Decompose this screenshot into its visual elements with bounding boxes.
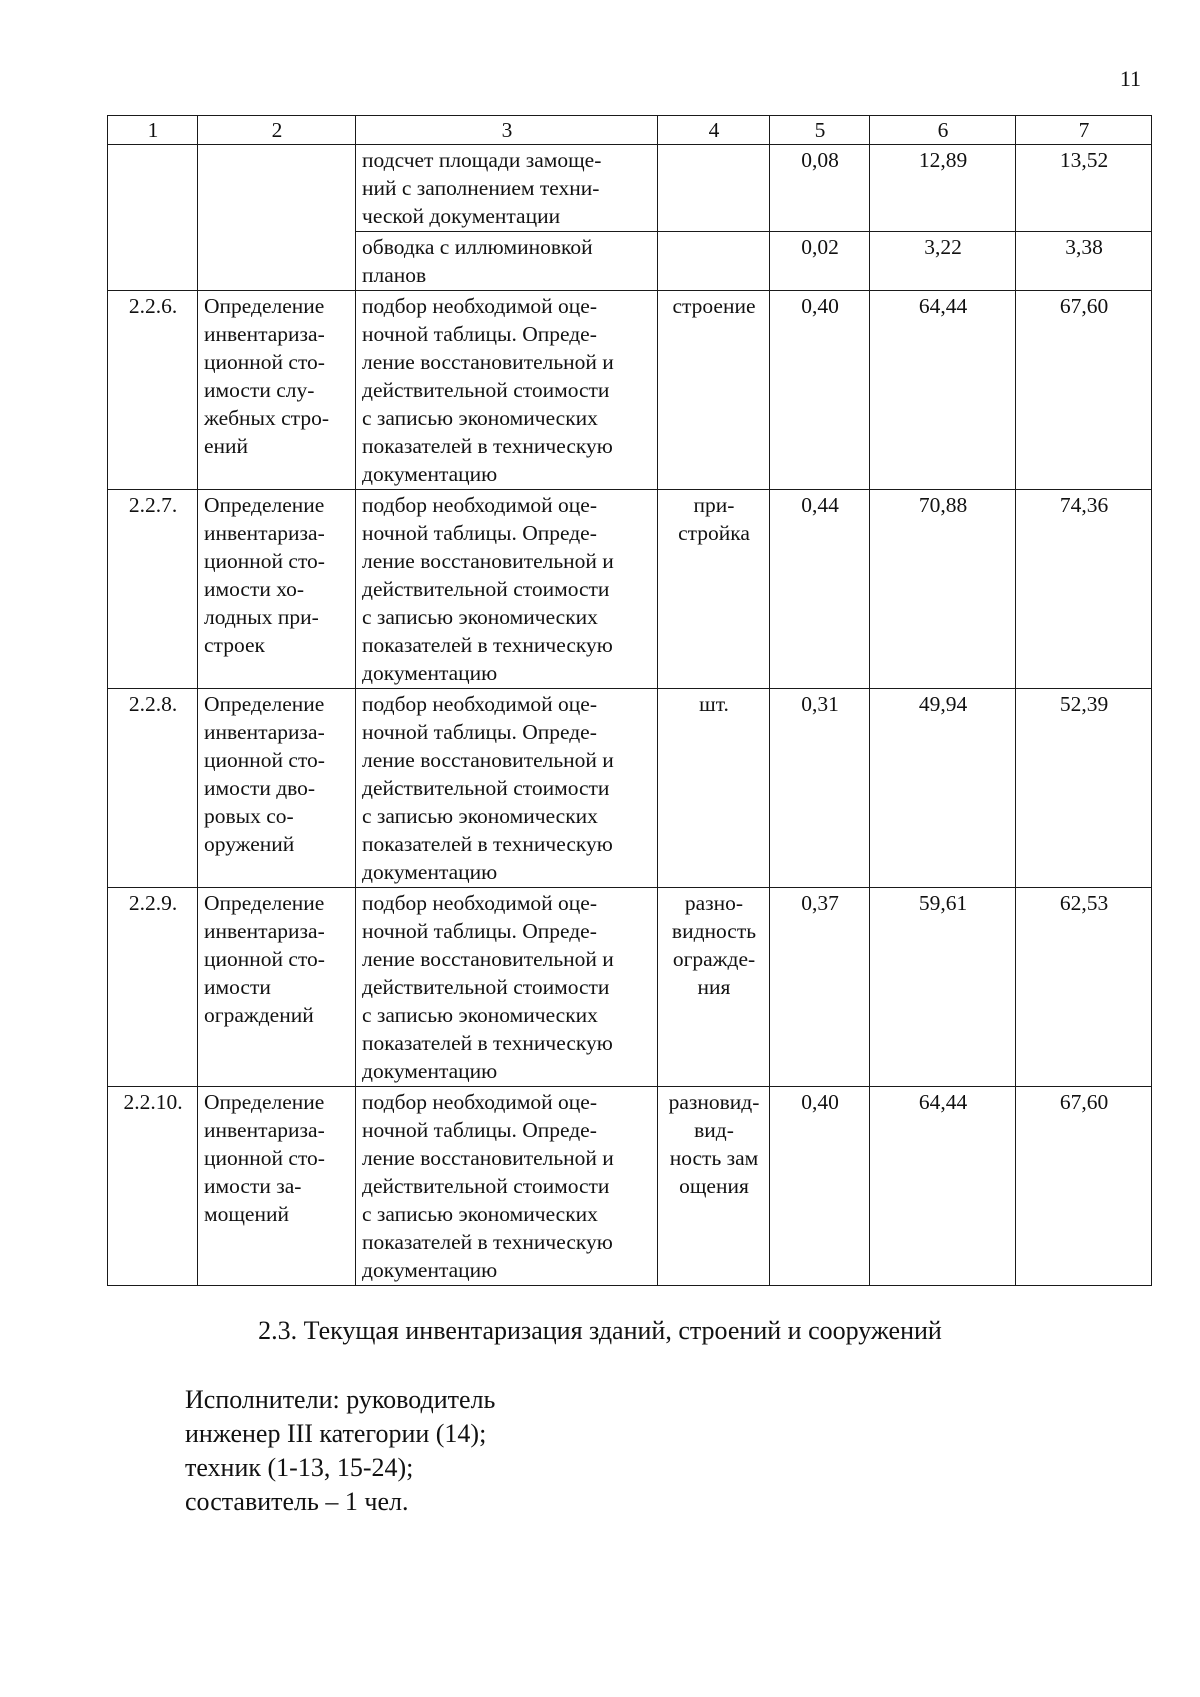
value-cell: 3,38 [1016, 232, 1152, 291]
num-cell: 2.2.8. [108, 689, 198, 888]
section-title: 2.3. Текущая инвентаризация зданий, строений и сооружений [258, 1316, 942, 1345]
performers-line: Исполнители: руководитель [185, 1385, 496, 1414]
header-cell: 6 [870, 116, 1016, 145]
table-row [108, 1087, 1152, 1286]
value-cell: 67,60 [1016, 1087, 1152, 1286]
num-cell: 2.2.7. [108, 490, 198, 689]
table-row [108, 490, 1152, 689]
unit-cell [658, 232, 770, 291]
num-cell: 2.2.10. [108, 1087, 198, 1286]
value-cell: 49,94 [870, 689, 1016, 888]
table-body [108, 116, 1152, 1286]
performers-line: составитель – 1 чел. [185, 1487, 409, 1516]
value-cell: 0,02 [770, 232, 870, 291]
value-cell: 0,40 [770, 1087, 870, 1286]
work-cell: подсчет площади замоще- ний с заполнением техни- ческой документации [356, 145, 658, 232]
header-cell: 3 [356, 116, 658, 145]
value-cell: 59,61 [870, 888, 1016, 1087]
value-cell: 0,40 [770, 291, 870, 490]
value-cell: 13,52 [1016, 145, 1152, 232]
table-row [108, 689, 1152, 888]
name-cell: Определение инвентариза- ционной сто- имости дво- ровых со- оружений [198, 689, 356, 888]
value-cell: 64,44 [870, 291, 1016, 490]
value-cell: 12,89 [870, 145, 1016, 232]
work-cell: подбор необходимой оце- ночной таблицы. Опреде- ление восстановительной и действительной стоимости с записью экономических показателей в техническую документацию [356, 291, 658, 490]
header-cell: 1 [108, 116, 198, 145]
work-cell: подбор необходимой оце- ночной таблицы. Опреде- ление восстановительной и действительной стоимости с записью экономических показателей в техническую документацию [356, 490, 658, 689]
unit-cell: разновид- вид- ность зам ощения [658, 1087, 770, 1286]
name-cell: Определение инвентариза- ционной сто- имости ограждений [198, 888, 356, 1087]
performers-block [185, 1383, 495, 1519]
name-cell-empty [198, 145, 356, 291]
value-cell: 0,08 [770, 145, 870, 232]
page-number: 11 [1119, 66, 1141, 91]
num-cell-empty [108, 145, 198, 291]
table-row [108, 888, 1152, 1087]
value-cell: 0,44 [770, 490, 870, 689]
performers-line: техник (1-13, 15-24); [185, 1453, 414, 1482]
unit-cell: шт. [658, 689, 770, 888]
value-cell: 70,88 [870, 490, 1016, 689]
header-cell: 4 [658, 116, 770, 145]
header-cell: 5 [770, 116, 870, 145]
unit-cell: разно- видность огражде- ния [658, 888, 770, 1087]
header-cell: 2 [198, 116, 356, 145]
value-cell: 0,37 [770, 888, 870, 1087]
performers-line: инженер III категории (14); [185, 1419, 487, 1448]
name-cell: Определение инвентариза- ционной сто- имости слу- жебных стро- ений [198, 291, 356, 490]
value-cell: 67,60 [1016, 291, 1152, 490]
unit-cell [658, 145, 770, 232]
work-cell: подбор необходимой оце- ночной таблицы. Опреде- ление восстановительной и действительной стоимости с записью экономических показателей в техническую документацию [356, 1087, 658, 1286]
work-cell: обводка с иллюминовкой планов [356, 232, 658, 291]
num-cell: 2.2.9. [108, 888, 198, 1087]
num-cell: 2.2.6. [108, 291, 198, 490]
value-cell: 52,39 [1016, 689, 1152, 888]
value-cell: 64,44 [870, 1087, 1016, 1286]
table-header-row [108, 116, 1152, 145]
table-row [108, 145, 1152, 232]
header-cell: 7 [1016, 116, 1152, 145]
table-row [108, 291, 1152, 490]
work-cell: подбор необходимой оце- ночной таблицы. Опреде- ление восстановительной и действительной стоимости с записью экономических показателей в техническую документацию [356, 689, 658, 888]
unit-cell: при- стройка [658, 490, 770, 689]
value-cell: 74,36 [1016, 490, 1152, 689]
name-cell: Определение инвентариза- ционной сто- имости за- мощений [198, 1087, 356, 1286]
rates-table [107, 115, 1152, 1286]
value-cell: 3,22 [870, 232, 1016, 291]
name-cell: Определение инвентариза- ционной сто- имости хо- лодных при- строек [198, 490, 356, 689]
value-cell: 0,31 [770, 689, 870, 888]
unit-cell: строение [658, 291, 770, 490]
work-cell: подбор необходимой оце- ночной таблицы. Опреде- ление восстановительной и действительной стоимости с записью экономических показателей в техническую документацию [356, 888, 658, 1087]
value-cell: 62,53 [1016, 888, 1152, 1087]
